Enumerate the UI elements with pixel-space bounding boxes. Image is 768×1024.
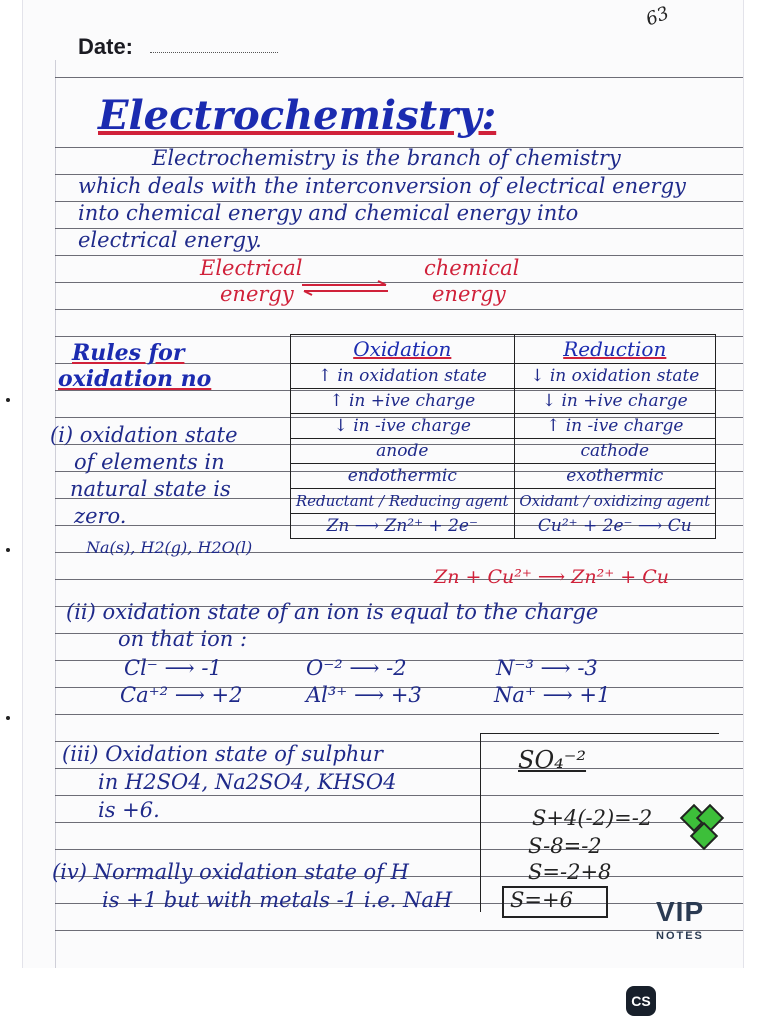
page-title: Electrochemistry: <box>98 92 497 139</box>
reversible-arrow-icon <box>300 280 390 296</box>
definition-line: which deals with the interconversion of electrical energy <box>78 174 686 198</box>
rule-4-line: (iv) Normally oxidation state of H <box>52 860 409 884</box>
rule-2-line: (ii) oxidation state of an ion is equal to the charge <box>66 600 599 624</box>
table-cell: ↑ in -ive charge <box>514 414 715 439</box>
table-cell: cathode <box>514 439 715 464</box>
ruled-line <box>55 930 743 931</box>
table-row <box>291 464 716 489</box>
rule-3-line: is +6. <box>98 798 160 822</box>
table-cell: ↑ in +ive charge <box>291 389 515 414</box>
table-cell: Reductant / Reducing agent <box>291 489 515 514</box>
definition-line: into chemical energy and chemical energy into <box>78 201 579 225</box>
ion-example: Na⁺ ⟶ +1 <box>494 683 611 707</box>
definition-line: electrical energy. <box>78 228 262 252</box>
table-cell: endothermic <box>291 464 515 489</box>
page-number: 63 <box>643 2 672 31</box>
table-row <box>291 439 716 464</box>
rules-heading: Rules for <box>72 340 185 366</box>
table-cell: Oxidant / oxidizing agent <box>514 489 715 514</box>
rule-1-example: Na(s), H2(g), H2O(l) <box>86 538 253 557</box>
margin-line <box>55 60 56 968</box>
ion-example: Ca⁺² ⟶ +2 <box>120 683 243 707</box>
rule-1-line: (i) oxidation state <box>50 423 238 447</box>
ion-example: Al³⁺ ⟶ +3 <box>306 683 422 707</box>
ruled-line <box>55 255 743 256</box>
rule-3-line: (iii) Oxidation state of sulphur <box>62 742 383 766</box>
table-header-row <box>291 335 716 364</box>
sulphate-ion: SO₄⁻² <box>518 746 587 774</box>
calculation-step: S+4(-2)=-2 <box>532 806 653 830</box>
definition-line: Electrochemistry is the branch of chemistry <box>152 146 621 170</box>
conversion-left-label: energy <box>220 282 294 306</box>
net-reaction: Zn + Cu²⁺ ⟶ Zn²⁺ + Cu <box>434 566 670 588</box>
conversion-right-label: chemical <box>424 256 520 280</box>
oxidation-reduction-table <box>290 334 716 539</box>
table-row <box>291 489 716 514</box>
binder-hole <box>6 716 10 720</box>
rule-2-line: on that ion : <box>118 627 248 651</box>
table-cell: ↓ in +ive charge <box>514 389 715 414</box>
table-row <box>291 364 716 389</box>
calculation-answer: S=+6 <box>510 888 573 912</box>
date-blank-line <box>150 52 278 53</box>
table-header: Reduction <box>514 335 715 364</box>
table-row <box>291 514 716 539</box>
conversion-right-label: energy <box>432 282 506 306</box>
table-row <box>291 414 716 439</box>
ion-example: Cl⁻ ⟶ -1 <box>124 656 222 680</box>
rule-3-line: in H2SO4, Na2SO4, KHSO4 <box>98 770 397 794</box>
table-cell: ↓ in oxidation state <box>514 364 715 389</box>
rule-1-line: zero. <box>74 504 127 528</box>
table-cell: ↑ in oxidation state <box>291 364 515 389</box>
ruled-line <box>55 714 743 715</box>
watermark-brand: VIP <box>656 896 705 927</box>
rule-1-line: of elements in <box>74 450 225 474</box>
date-label: Date: <box>78 34 134 59</box>
ruled-line <box>55 309 743 310</box>
conversion-left-label: Electrical <box>200 256 303 280</box>
table-cell: anode <box>291 439 515 464</box>
ruled-line <box>55 77 743 78</box>
rule-4-line: is +1 but with metals -1 i.e. NaH <box>102 888 453 912</box>
calculation-step: S-8=-2 <box>528 834 602 858</box>
table-cell: Cu²⁺ + 2e⁻ ⟶ Cu <box>514 514 715 539</box>
ion-example: O⁻² ⟶ -2 <box>306 656 407 680</box>
rule-1-line: natural state is <box>70 477 231 501</box>
rules-heading: oxidation no <box>58 366 212 392</box>
table-cell: Zn ⟶ Zn²⁺ + 2e⁻ <box>291 514 515 539</box>
ruled-line <box>55 282 743 283</box>
table-cell: exothermic <box>514 464 715 489</box>
table-row <box>291 389 716 414</box>
scanner-badge: CS <box>626 986 656 1016</box>
watermark-sub: NOTES <box>656 930 704 942</box>
ion-example: N⁻³ ⟶ -3 <box>496 656 598 680</box>
watermark-logo <box>656 896 705 948</box>
binder-hole <box>6 398 10 402</box>
table-header: Oxidation <box>291 335 515 364</box>
binder-hole <box>6 548 10 552</box>
table-cell: ↓ in -ive charge <box>291 414 515 439</box>
calculation-step: S=-2+8 <box>528 860 612 884</box>
